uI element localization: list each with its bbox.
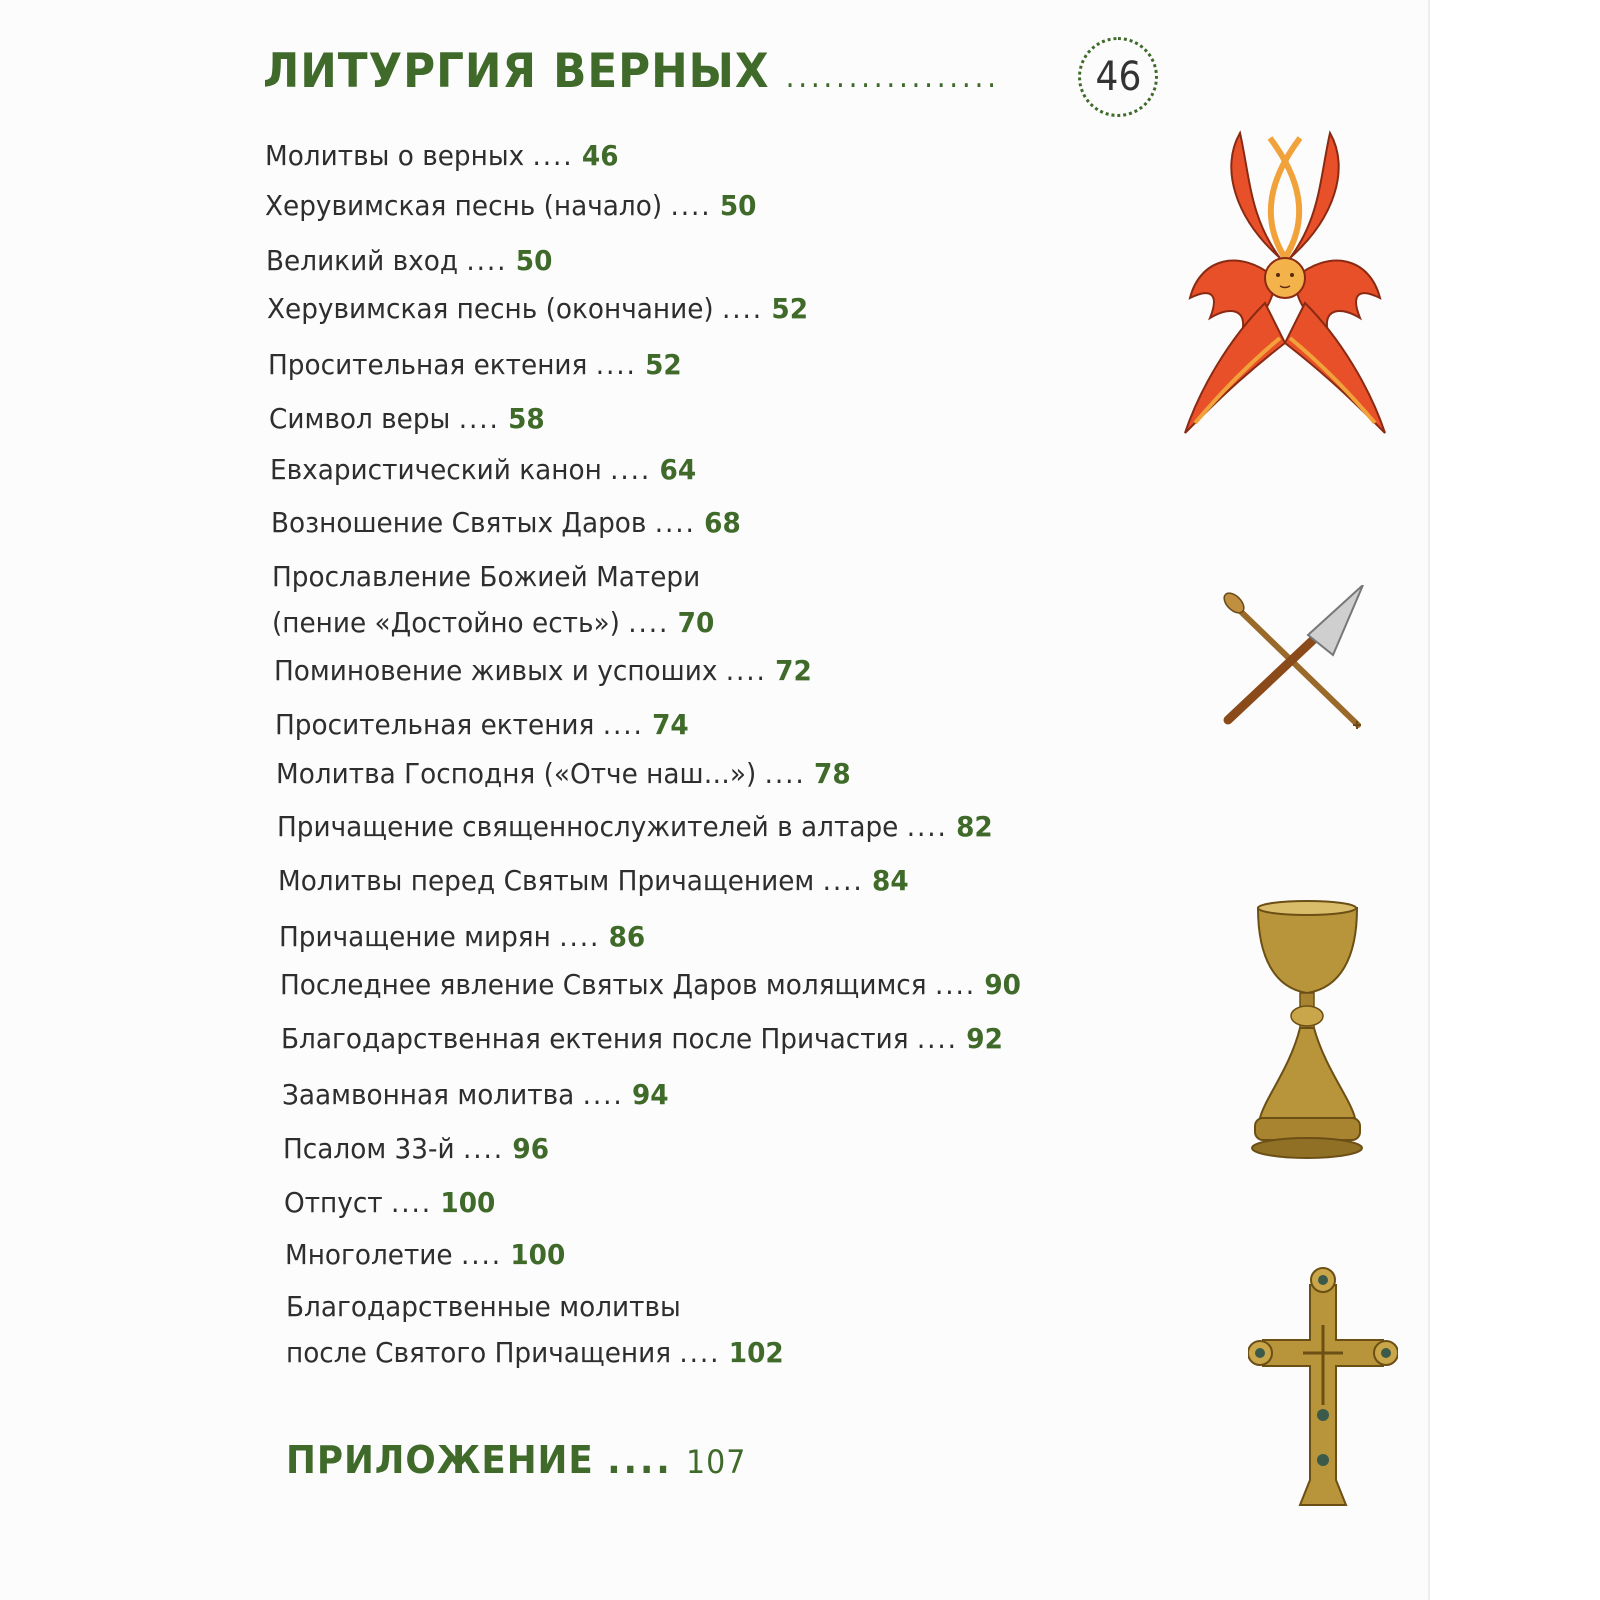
toc-entry-dots: ....	[906, 810, 948, 843]
section-heading[interactable]	[263, 44, 1000, 99]
toc-entry-page-number: 68	[704, 506, 741, 539]
toc-entry-title: Последнее явление Святых Даров молящимся	[280, 968, 927, 1001]
toc-entry-page-number: 94	[631, 1078, 669, 1111]
toc-entry-line	[265, 133, 619, 179]
toc-entry[interactable]	[286, 1284, 784, 1376]
section-title: ЛИТУРГИЯ ВЕРНЫХ	[263, 44, 770, 99]
toc-entry-page-number: 84	[872, 864, 909, 897]
toc-entry-title: Евхаристический канон	[270, 453, 602, 486]
toc-entry-title: Отпуст	[284, 1186, 383, 1219]
toc-entry-page-number: 72	[775, 654, 812, 687]
toc-entry-dots: ....	[722, 292, 764, 325]
toc-entry-title: Многолетие	[285, 1238, 453, 1271]
toc-entry-dots: ....	[463, 1132, 505, 1165]
toc-entry-page-number: 58	[508, 402, 545, 435]
toc-entry[interactable]	[285, 1232, 565, 1278]
toc-entry-line	[272, 600, 714, 646]
toc-entry[interactable]	[265, 133, 619, 179]
toc-entry[interactable]	[282, 1072, 669, 1118]
toc-entry-dots: ....	[458, 402, 500, 435]
toc-entry-line	[265, 183, 756, 229]
chalice-illustration	[1250, 898, 1365, 1163]
toc-entry[interactable]	[279, 914, 645, 960]
appendix-title: ПРИЛОЖЕНИЕ	[286, 1438, 594, 1482]
toc-entry-page-number: 100	[440, 1186, 496, 1219]
toc-entry[interactable]	[284, 1180, 495, 1226]
appendix-dots: ....	[607, 1438, 673, 1482]
toc-entry[interactable]	[265, 183, 756, 229]
toc-entry[interactable]	[281, 1016, 1003, 1062]
toc-entry-dots: ....	[532, 139, 574, 172]
toc-entry-line	[286, 1284, 784, 1330]
toc-entry-title: Псалом 33-й	[283, 1132, 455, 1165]
toc-entry[interactable]	[274, 648, 812, 694]
toc-entry-title: Молитва Господня («Отче наш…»)	[276, 757, 757, 790]
toc-entry-page-number: 46	[581, 139, 619, 172]
toc-entry-dots: ....	[679, 1336, 721, 1369]
toc-entry-line	[275, 702, 689, 748]
toc-entry-dots: ....	[670, 189, 712, 222]
toc-entry-page-number: 52	[771, 292, 809, 325]
toc-entry-dots: ....	[595, 348, 637, 381]
toc-entry[interactable]	[277, 804, 993, 850]
toc-entry-dots: ....	[916, 1022, 958, 1055]
toc-entry-line	[283, 1126, 549, 1172]
toc-entry-title: Молитвы о верных	[265, 139, 525, 172]
toc-entry[interactable]	[276, 751, 851, 797]
toc-entry-line	[266, 238, 552, 284]
toc-entry[interactable]	[275, 702, 689, 748]
toc-entry-dots: ....	[764, 757, 806, 790]
toc-entry-title: Херувимская песнь (начало)	[265, 189, 663, 222]
toc-entry-line	[280, 962, 1021, 1008]
toc-entry-page-number: 64	[659, 453, 697, 486]
toc-entry-dots: ....	[628, 606, 670, 639]
toc-entry[interactable]	[266, 238, 552, 284]
toc-entry-dots: ....	[822, 864, 864, 897]
toc-entry[interactable]	[278, 858, 909, 904]
toc-entry-page-number: 70	[677, 606, 715, 639]
appendix-page-number: 107	[686, 1443, 747, 1481]
toc-entry-title: Причащение священнослужителей в алтаре	[277, 810, 899, 843]
toc-entry-title: Благодарственная ектения после Причастия	[281, 1022, 909, 1055]
toc-entry-dots: ....	[559, 920, 601, 953]
toc-entry[interactable]	[270, 447, 696, 493]
toc-entry-title: Поминовение живых и успоших	[274, 654, 718, 687]
toc-entry-line	[284, 1180, 495, 1226]
toc-entry-page-number: 92	[966, 1022, 1003, 1055]
toc-entry-line	[278, 858, 909, 904]
section-page-badge[interactable]	[1078, 37, 1158, 117]
toc-entry-page-number: 100	[510, 1238, 566, 1271]
toc-entry-title: после Святого Причащения	[286, 1336, 672, 1369]
toc-entry-title: Великий вход	[266, 244, 459, 277]
toc-entry-line	[274, 648, 812, 694]
altar-cross-illustration	[1248, 1265, 1398, 1510]
toc-entry-dots: ....	[466, 244, 508, 277]
toc-entry-line	[282, 1072, 669, 1118]
toc-entry-line	[270, 447, 696, 493]
toc-entry-title: Просительная ектения	[268, 348, 588, 381]
seraph-illustration	[1180, 128, 1390, 448]
toc-entry-line	[277, 804, 993, 850]
toc-entry-page-number: 96	[512, 1132, 550, 1165]
toc-entry-title: Прославление Божией Матери	[272, 560, 701, 593]
toc-entry-dots: ....	[934, 968, 976, 1001]
toc-entry[interactable]	[271, 500, 741, 546]
toc-entry-line	[286, 1330, 784, 1376]
toc-entry-page-number: 50	[515, 244, 553, 277]
toc-entry-dots: ....	[391, 1186, 433, 1219]
toc-entry-title: Просительная ектения	[275, 708, 595, 741]
toc-entry-line	[267, 286, 808, 332]
toc-entry-title: Возношение Святых Даров	[271, 506, 647, 539]
section-title-dots: .................	[785, 60, 1000, 95]
toc-entry-dots: ....	[460, 1238, 502, 1271]
toc-entry[interactable]	[280, 962, 1021, 1008]
toc-entry[interactable]	[268, 342, 682, 388]
toc-entry-line	[285, 1232, 565, 1278]
toc-entry-title: Заамвонная молитва	[282, 1078, 575, 1111]
spear-and-spoon-illustration	[1218, 585, 1368, 735]
toc-entry-line	[271, 500, 741, 546]
toc-entry-dots: ....	[602, 708, 644, 741]
section-page-number: 46	[1095, 54, 1141, 100]
toc-entry[interactable]	[283, 1126, 549, 1172]
toc-entry-page-number: 90	[984, 968, 1021, 1001]
toc-entry-line	[268, 342, 682, 388]
toc-entry-title: (пение «Достойно есть»)	[272, 606, 620, 639]
toc-entry-line	[272, 554, 714, 600]
toc-entry-dots: ....	[610, 453, 652, 486]
toc-entry-line	[269, 396, 545, 442]
toc-entry-dots: ....	[725, 654, 767, 687]
toc-entry-dots: ....	[654, 506, 696, 539]
toc-entry-title: Причащение мирян	[279, 920, 551, 953]
toc-entry-dots: ....	[582, 1078, 624, 1111]
toc-entry[interactable]	[267, 286, 808, 332]
toc-entry-title: Молитвы перед Святым Причащением	[278, 864, 815, 897]
toc-entry[interactable]	[272, 554, 714, 646]
toc-entry-title: Символ веры	[269, 402, 451, 435]
toc-entry-page-number: 102	[728, 1336, 784, 1369]
toc-entry-page-number: 86	[608, 920, 646, 953]
toc-entry-title: Херувимская песнь (окончание)	[267, 292, 714, 325]
toc-entry-title: Благодарственные молитвы	[286, 1290, 681, 1323]
toc-entry-line	[281, 1016, 1003, 1062]
toc-entry-line	[279, 914, 645, 960]
toc-entry-line	[276, 751, 851, 797]
appendix-heading[interactable]	[286, 1438, 746, 1482]
toc-entry-page-number: 50	[719, 189, 757, 222]
page-edge	[1428, 0, 1600, 1600]
toc-entry-page-number: 82	[956, 810, 993, 843]
toc-entry-page-number: 74	[652, 708, 689, 741]
toc-entry-page-number: 52	[645, 348, 682, 381]
toc-entry-page-number: 78	[814, 757, 851, 790]
toc-entry[interactable]	[269, 396, 545, 442]
